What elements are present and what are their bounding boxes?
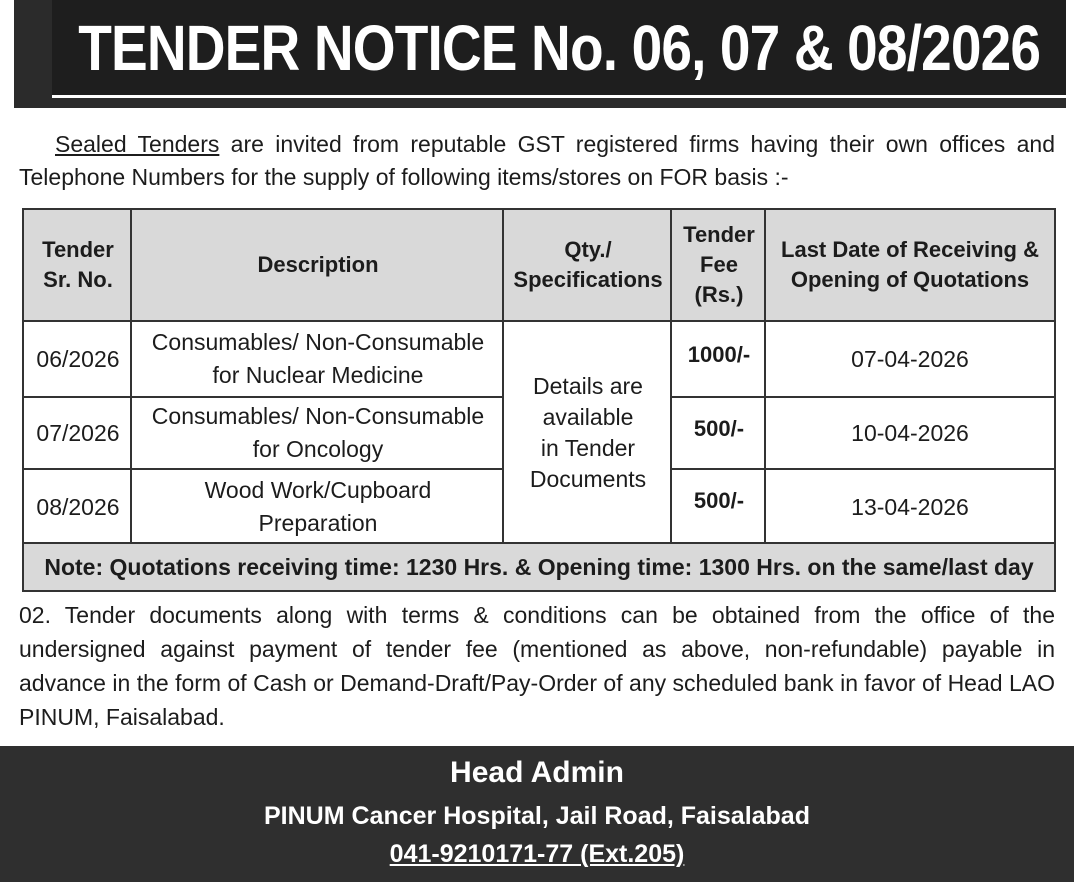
terms-paragraph: 02. Tender documents along with terms & conditions can be obtained from the office of the undersigned against payment of tender fee (mentioned as above, non-refundable) payable in advance in the form of Cash or Demand-Draft/Pay-Order of any scheduled bank in favor of Head LAO PINUM, Faisalabad. <box>19 602 1055 730</box>
header-qty <box>504 210 672 320</box>
header-date <box>766 210 1054 320</box>
header-description <box>132 210 504 320</box>
header-description-label: Description <box>257 252 379 277</box>
header-fee-line1: Tender <box>683 222 755 247</box>
divider <box>24 468 504 470</box>
divider <box>670 210 672 544</box>
qty-line4: Documents <box>529 466 647 492</box>
row1-date: 07-04-2026 <box>851 345 969 372</box>
divider <box>670 396 1054 398</box>
row1-description <box>132 322 504 396</box>
footer <box>0 746 1074 882</box>
row3-description <box>132 470 504 544</box>
intro-underlined: Sealed Tenders <box>55 131 220 157</box>
footer-title: Head Admin <box>450 756 624 789</box>
row2-description <box>132 398 504 468</box>
row2-sr: 07/2026 <box>36 419 120 446</box>
row2-fee: 500/- <box>693 416 745 441</box>
footer-phone-text: 041-9210171-77 (Ext.205) <box>389 840 685 868</box>
row1-fee: 1000/- <box>687 342 751 367</box>
divider <box>130 210 132 544</box>
header-banner <box>14 0 1066 108</box>
qty-line1: Details are <box>533 373 643 399</box>
divider <box>764 210 766 544</box>
row3-fee: 500/- <box>693 488 745 513</box>
divider <box>670 468 1054 470</box>
intro-text: are invited from reputable GST registered firms having their own offices and Telephone Numbers for the supply of following items/stores on FOR basis :- <box>19 131 1055 190</box>
row3-date: 13-04-2026 <box>851 493 969 520</box>
divider <box>502 210 504 544</box>
row2-desc-line2: for Oncology <box>252 436 384 462</box>
header-fee <box>672 210 766 320</box>
qty-line2: available <box>542 404 634 430</box>
row2-date: 10-04-2026 <box>851 419 969 446</box>
page-title: TENDER NOTICE No. 06, 07 & 08/2026 <box>78 11 1040 84</box>
header-qty-line1: Qty./ <box>564 237 612 262</box>
divider <box>24 396 504 398</box>
footer-phone <box>0 840 1074 869</box>
header-sr <box>24 210 132 320</box>
header-sr-line2: Sr. No. <box>43 267 113 292</box>
row3-sr: 08/2026 <box>36 493 120 520</box>
divider <box>24 320 1054 322</box>
row1-desc-line1: Consumables/ Non-Consumable <box>151 329 485 355</box>
header-fee-line2: Fee <box>700 252 738 277</box>
header-date-line1: Last Date of Receiving & <box>781 237 1039 262</box>
table-note: Note: Quotations receiving time: 1230 Hrs. & Opening time: 1300 Hrs. on the same/last day <box>24 544 1054 590</box>
header-title-box <box>52 0 1066 98</box>
header-date-line2: Opening of Quotations <box>790 267 1030 292</box>
qty-details <box>504 322 672 544</box>
row1-sr: 06/2026 <box>36 345 120 372</box>
row3-desc-line2: Preparation <box>258 510 378 536</box>
tender-table <box>22 208 1056 592</box>
row2-desc-line1: Consumables/ Non-Consumable <box>151 403 485 429</box>
qty-line3: in Tender <box>540 435 636 461</box>
header-fee-line3: (Rs.) <box>694 282 744 307</box>
footer-address: PINUM Cancer Hospital, Jail Road, Faisalabad <box>264 802 810 830</box>
header-sr-line1: Tender <box>42 237 114 262</box>
row3-desc-line1: Wood Work/Cupboard <box>204 477 432 503</box>
header-qty-line2: Specifications <box>513 267 663 292</box>
intro-paragraph <box>19 128 1055 194</box>
row1-desc-line2: for Nuclear Medicine <box>212 362 424 388</box>
